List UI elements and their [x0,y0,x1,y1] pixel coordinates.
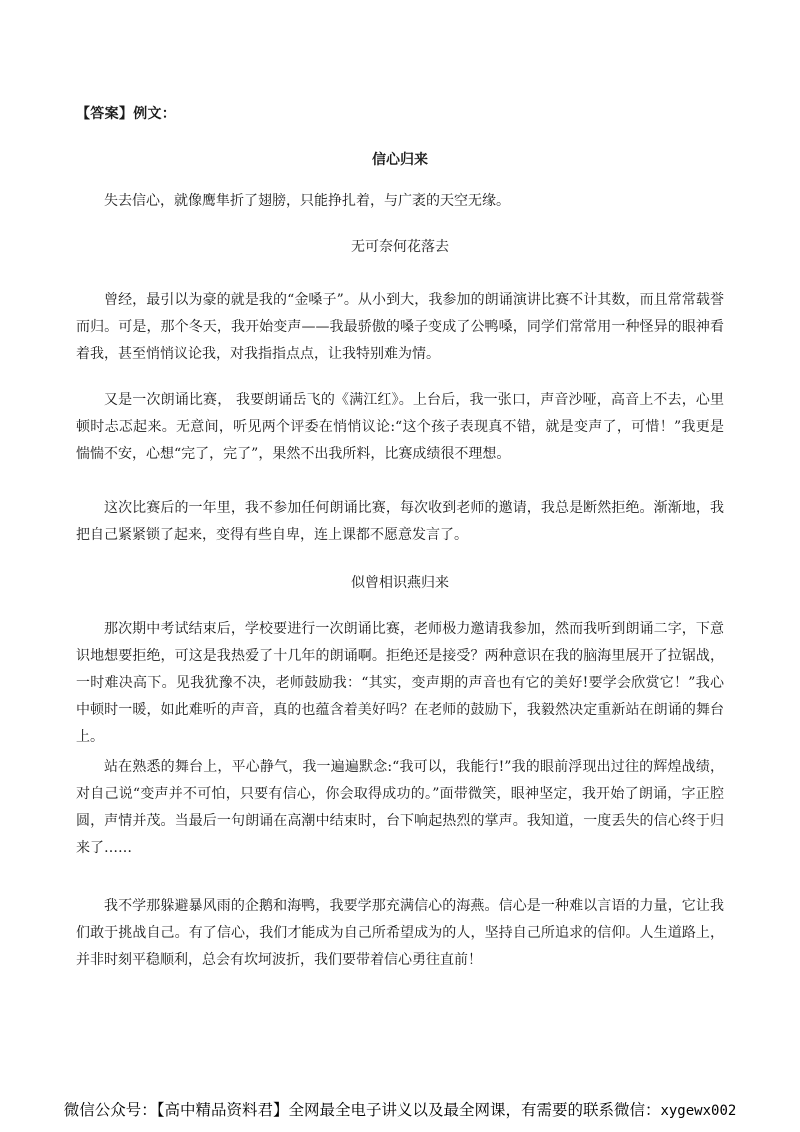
essay-paragraph-1: 曾经，最引以为豪的就是我的“金嗓子”。从小到大，我参加的朗诵演讲比赛不计其数，而且常常载誉而归。可是，那个冬天，我开始变声——我最骄傲的嗓子变成了公鸭嗓，同学们常常用一种怪异的眼神看着我，甚至悄悄议论我，对我指指点点，让我特别难为情。 [76,292,724,362]
essay-paragraph-4: 那次期中考试结束后，学校要进行一次朗诵比赛，老师极力邀请我参加，然而我听到朗诵二字，下意识地想要拒绝，可这是我热爱了十几年的朗诵啊。拒绝还是接受？两种意识在我的脑海里展开了拉锯战，一时难决高下。见我犹豫不决，老师鼓励我：“其实，变声期的声音也有它的美好!要学会欣赏它！”我心中顿时一暖，如此难听的声音，真的也蕴含着美好吗？在老师的鼓励下，我毅然决定重新站在朗诵的舞台上。 [76,621,724,745]
essay-intro-paragraph: 失去信心，就像鹰隼折了翅膀，只能挣扎着，与广袤的天空无缘。 [104,193,510,209]
footer-wechat-note [0,1098,800,1120]
section-title-2: 似曾相识燕归来 [351,575,449,591]
essay-paragraph-3: 这次比赛后的一年里，我不参加任何朗诵比赛，每次收到老师的邀请，我总是断然拒绝。渐渐地，我把自己紧紧锁了起来，变得有些自卑，连上课都不愿意发言了。 [76,500,724,543]
essay-paragraph-2: 又是一次朗诵比赛， 我要朗诵岳飞的《满江红》。上台后，我一张口，声音沙哑，高音上不去，心里顿时忐忑起来。无意间，听见两个评委在悄悄议论:“这个孩子表现真不错，就是变声了，可惜！”我更是惴惴不安，心想“完了，完了”，果然不出我所料，比赛成绩很不理想。 [76,392,724,462]
footer-text: 微信公众号：【高中精品资料君】全网最全电子讲义以及最全网课，有需要的联系微信： [63,1101,661,1119]
answer-bracket-label: 【答案】 [76,106,134,122]
essay-paragraph-6: 我不学那躲避暴风雨的企鹅和海鸭，我要学那充满信心的海燕。信心是一种难以言语的力量，它让我们敢于挑战自己。有了信心，我们才能成为自己所希望成为的人，坚持自己所追求的信仰。人生道路上，并非时刻平稳顺利，总会有坎坷波折，我们要带着信心勇往直前！ [76,898,724,968]
example-label: 例文： [133,106,177,122]
section-title-1: 无可奈何花落去 [351,239,449,255]
essay-title: 信心归来 [372,152,428,168]
answer-header [76,103,176,123]
footer-wechat-id: xygewx002 [660,1103,737,1119]
essay-paragraph-5: 站在熟悉的舞台上，平心静气，我一遍遍默念:“我可以，我能行!”我的眼前浮现出过往的辉煌战绩，对自己说“变声并不可怕，只要有信心，你会取得成功的。”面带微笑，眼神坚定，我开始了朗诵，字正腔圆，声情并茂。当最后一句朗诵在高潮中结束时，台下响起热烈的掌声。我知道，一度丢失的信心终于归来了…… [76,759,724,856]
